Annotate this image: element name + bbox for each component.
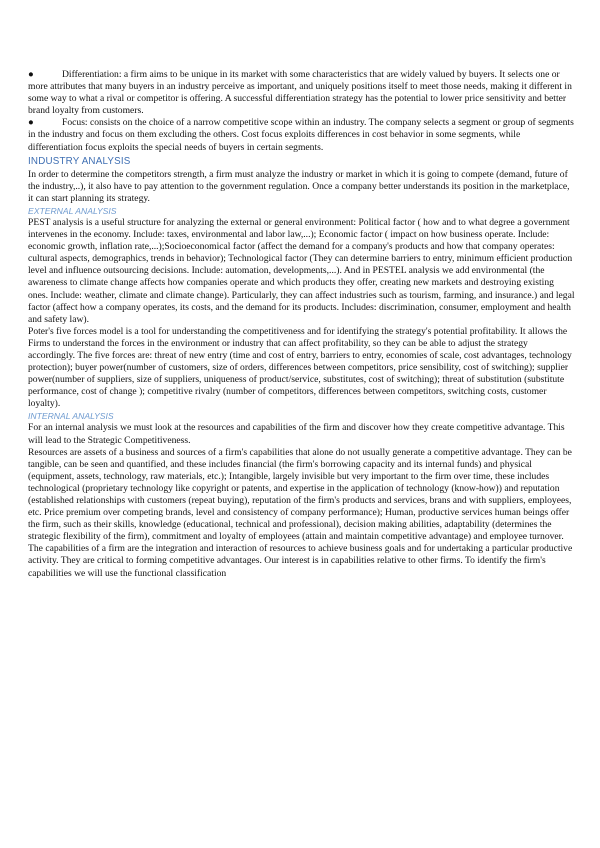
capabilities-paragraph: The capabilities of a firm are the integration and interaction of resources to achieve business goals and for undertaking a particular productive activity. They are critical to forming competitive advantages. Our interest is in capabilities relative to other firms. To identify the firm's capabilities we will use the functional classification bbox=[28, 543, 573, 579]
industry-intro: In order to determine the competitors strength, a firm must analyze the industry or market in which it is going to compete (demand, future of the industry,..), it also have to pay attention to the government regulation. Once a company better understands its position in the marketplace, it can start planning its strategy. bbox=[28, 168, 570, 204]
internal-analysis-heading: INTERNAL ANALYSIS bbox=[28, 411, 114, 422]
resources-paragraph: Resources are assets of a business and sources of a firm's capabilities that alone do not usually generate a competitive advantage. They can be tangible, can be seen and quantified, and these includes financial (the firm's borrowing capacity and its internal funds) and physical (equipment, assets, technology, raw materials, etc.); Intangible, largely invisible but very important to the firm over time, these includes technological (proprietary technology like copyright or patents, and expertise in the application of technology (know-how)) and reputation (established relationships with customers (repeat buying), reputation of the firm's products and services, brans and with suppliers, employees, etc. Price premium over competing brands, level and consistency of company performance); Human, productive services human beings offer the firm, such as their skills, knowledge (educational, technical and professional), decision making abilities, adaptability (determines the strategic flexibility of the firm), commitment and loyalty of employees (attain and maintain competitive advantage) and employee turnover. bbox=[28, 446, 572, 543]
external-analysis-heading: EXTERNAL ANALYSIS bbox=[28, 205, 117, 216]
porter-paragraph: Poter's five forces model is a tool for understanding the competitiveness and for identifying the strategy's potential profitability. It allows the Firms to understand the forces in the environment or industry that can affect profitability, so they can be able to adjust the strategy accordingly. The five forces are: threat of new entry (time and cost of entry, barriers to entry, economies of scale, cost advantages, technology protection); buyer power(number of customers, size of orders, differences between competitors, price sensibility, cost of switching); supplier power(number of suppliers, size of suppliers, uniqueness of product/service, substitutes, cost of switching); threat of substitution (substitute performance, cost of change ); competitive rivalry (number of competitors, differences between competitors, switching costs, customer loyalty). bbox=[28, 325, 572, 410]
bullet-differentiation bbox=[28, 69, 576, 117]
bullet-icon: ● bbox=[28, 117, 34, 129]
bullet-focus bbox=[28, 117, 576, 153]
internal-intro: For an internal analysis we must look at the resources and capabilities of the firm and discover how they create competitive advantage. This will lead to the Strategic Competitiveness. bbox=[28, 422, 565, 446]
industry-analysis-heading: INDUSTRY ANALYSIS bbox=[28, 155, 131, 167]
differentiation-text: Differentiation: a firm aims to be unique in its market with some characteristics that are widely valued by buyers. It selects one or more attributes that many buyers in an industry perceive as important, and uniquely positions itself to meet those needs, making it different in some way to what a rival or competitor is offering. A successful differentiation strategy has the potential to lower price sensitivity and better brand loyalty from customers. bbox=[28, 69, 572, 117]
document-page bbox=[28, 69, 576, 580]
focus-text: Focus: consists on the choice of a narrow competitive scope within an industry. The company selects a segment or group of segments in the industry and focus on them excluding the others. Cost focus exploits differences in cost behavior in some segments, while differentiation focus exploits the special needs of buyers in certain segments. bbox=[28, 117, 574, 153]
bullet-icon: ● bbox=[28, 69, 34, 80]
pest-paragraph: PEST analysis is a useful structure for analyzing the external or general environment: Political factor ( how and to what degree a government intervenes in the economy. Include: taxes, environmental and labor law,...); Economic factor ( impact on how business operate. Include: economic growth, inflation rate,...);Socioeconomical factor (affect the demand for a company's products and how that company operates: cultural aspects, demographics, trends in behavior); Technological factor (They can determine barriers to entry, minimum efficient production level and influence outsourcing decisions. Include: automation, developments,...). And in PESTEL analysis we add environmental (the awareness to climate change affects how companies operate and which products they offer, creating new markets and destroying existing ones. Include: weather, climate and climate change). Particularly, they can affect industries such as tourism, farming, and insurance.) and legal factor (affect how a company operates, its costs, and the demand for its products. Includes: discrimination, consumer, employment and health and safety law). bbox=[28, 216, 575, 325]
